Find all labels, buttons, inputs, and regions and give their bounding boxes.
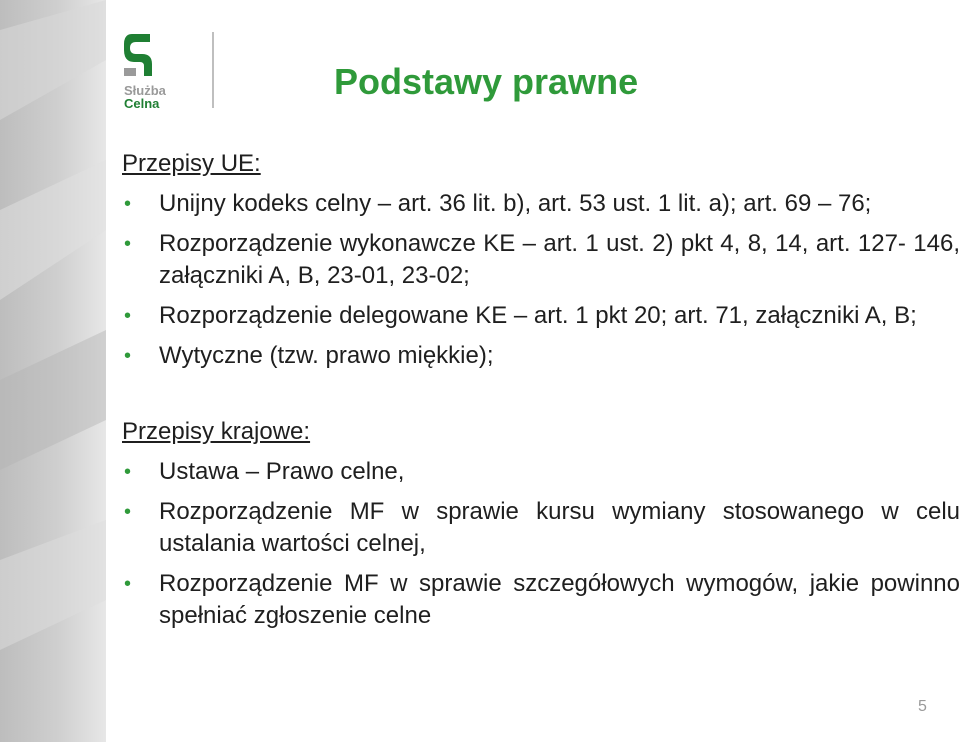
section-eu xyxy=(122,148,960,372)
list-item: • Rozporządzenie MF w sprawie kursu wymiany stosowanego w celu ustalania wartości celnej, xyxy=(122,496,960,560)
list-item: • Wytyczne (tzw. prawo miękkie); xyxy=(122,340,960,372)
section-national xyxy=(122,416,960,632)
list-item: • Rozporządzenie wykonawcze KE – art. 1 ust. 2) pkt 4, 8, 14, art. 127- 146, załączniki A, B, 23-01, 23-02; xyxy=(122,228,960,292)
slide-content xyxy=(122,148,960,632)
customs-logo-icon xyxy=(122,30,156,80)
page-number: 5 xyxy=(918,698,927,715)
eu-regulations-list xyxy=(122,188,960,372)
sidebar-decoration xyxy=(0,0,106,742)
list-item: • Ustawa – Prawo celne, xyxy=(122,456,960,488)
logo-text xyxy=(124,84,166,110)
logo-line-2: Celna xyxy=(124,96,160,111)
section-heading-national: Przepisy krajowe: xyxy=(122,418,311,445)
list-item: • Unijny kodeks celny – art. 36 lit. b), art. 53 ust. 1 lit. a); art. 69 – 76; xyxy=(122,188,960,220)
list-item: • Rozporządzenie MF w sprawie szczegółowych wymogów, jakie powinno spełniać zgłoszenie celne xyxy=(122,568,960,632)
page-title: Podstawy prawne xyxy=(334,61,639,102)
section-heading-eu: Przepisy UE: xyxy=(122,150,261,177)
national-regulations-list xyxy=(122,456,960,632)
logo-line-1: Służba xyxy=(124,83,166,98)
list-item: • Rozporządzenie delegowane KE – art. 1 pkt 20; art. 71, załączniki A, B; xyxy=(122,300,960,332)
logo-divider xyxy=(212,32,214,108)
sidebar-stripes xyxy=(0,0,106,742)
